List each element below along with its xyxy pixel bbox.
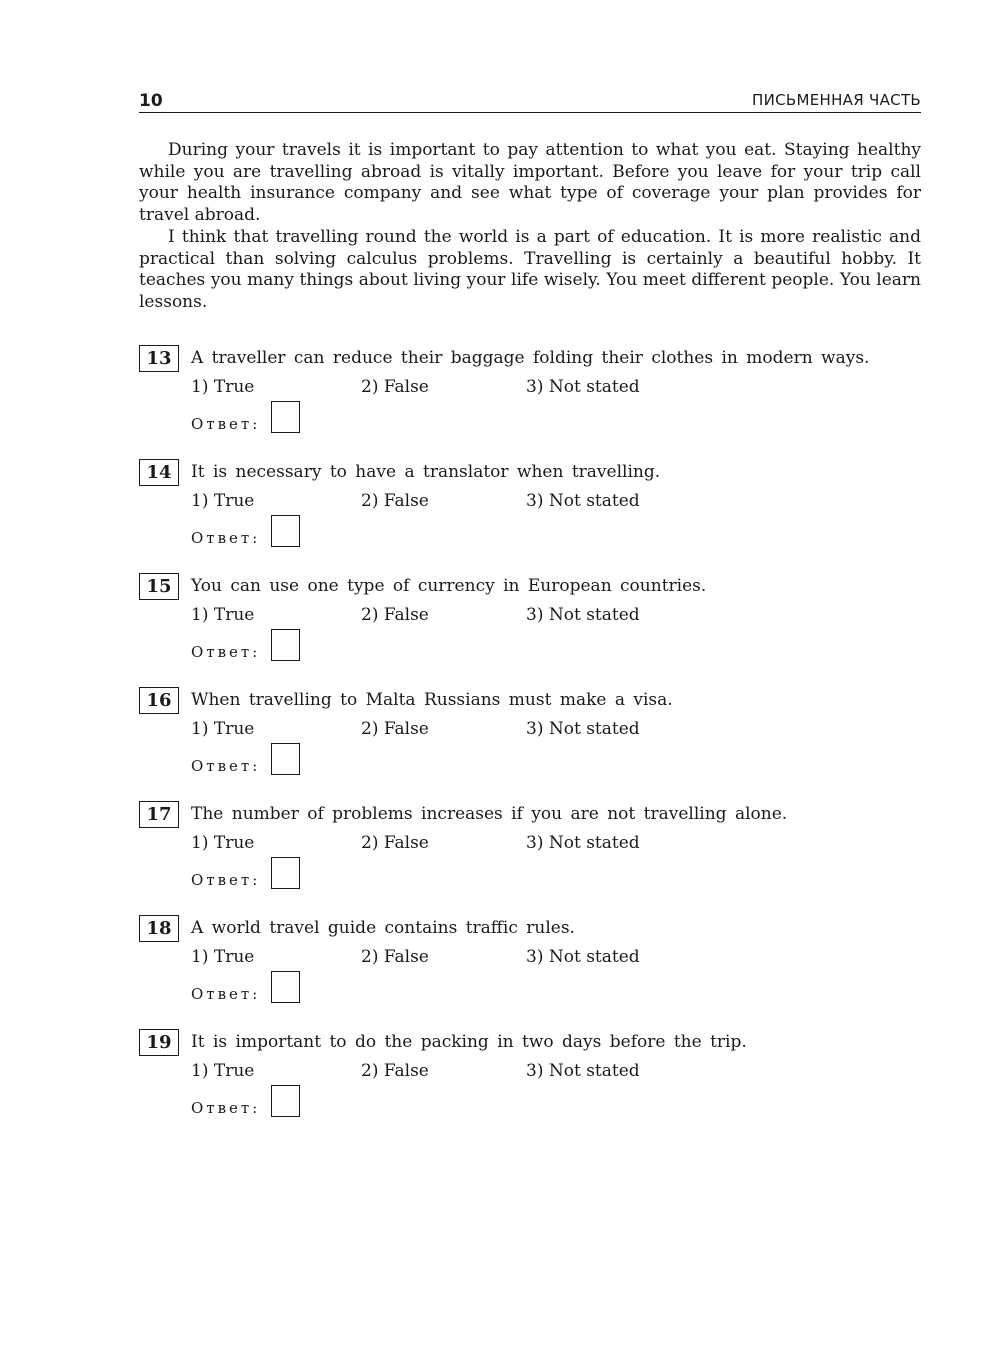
question-text: It is important to do the packing in two days before the trip. (191, 1032, 747, 1052)
question-14 (139, 459, 921, 559)
option-not-stated: 3) Not stated (526, 377, 640, 397)
option-not-stated: 3) Not stated (526, 491, 640, 511)
question-16 (139, 687, 921, 787)
answer-box[interactable] (271, 515, 300, 547)
answer-box[interactable] (271, 629, 300, 661)
option-true: 1) True (191, 833, 255, 853)
option-not-stated: 3) Not stated (526, 719, 640, 739)
section-title: ПИСЬМЕННАЯ ЧАСТЬ (752, 91, 921, 109)
passage-paragraph: I think that travelling round the world is a part of education. It is more realistic and practical than solving calculus problems. Travelling is certainly a beautiful hobby. It teaches you many things about living your life wisely. You meet different people. You learn lessons. (139, 226, 921, 312)
option-false: 2) False (361, 833, 429, 853)
answer-label: Ответ: (191, 871, 261, 889)
answer-box[interactable] (271, 1085, 300, 1117)
option-true: 1) True (191, 605, 255, 625)
option-true: 1) True (191, 719, 255, 739)
answer-box[interactable] (271, 743, 300, 775)
answer-box[interactable] (271, 401, 300, 433)
question-text: When travelling to Malta Russians must make a visa. (191, 690, 673, 710)
question-text: The number of problems increases if you are not travelling alone. (191, 804, 788, 824)
option-not-stated: 3) Not stated (526, 1061, 640, 1081)
page-number: 10 (139, 91, 163, 111)
question-text: A world travel guide contains traffic rules. (191, 918, 575, 938)
option-false: 2) False (361, 719, 429, 739)
question-number: 14 (139, 459, 179, 486)
question-text: You can use one type of currency in European countries. (191, 576, 707, 596)
answer-label: Ответ: (191, 757, 261, 775)
answer-box[interactable] (271, 857, 300, 889)
option-false: 2) False (361, 605, 429, 625)
answer-label: Ответ: (191, 1099, 261, 1117)
answer-label: Ответ: (191, 643, 261, 661)
answer-label: Ответ: (191, 529, 261, 547)
question-text: A traveller can reduce their baggage folding their clothes in modern ways. (191, 348, 870, 368)
option-not-stated: 3) Not stated (526, 947, 640, 967)
answer-label: Ответ: (191, 985, 261, 1003)
option-true: 1) True (191, 491, 255, 511)
option-false: 2) False (361, 377, 429, 397)
question-15 (139, 573, 921, 673)
question-number: 19 (139, 1029, 179, 1056)
question-19 (139, 1029, 921, 1129)
question-number: 18 (139, 915, 179, 942)
option-true: 1) True (191, 947, 255, 967)
option-false: 2) False (361, 1061, 429, 1081)
option-true: 1) True (191, 377, 255, 397)
reading-passage (139, 140, 921, 314)
option-not-stated: 3) Not stated (526, 605, 640, 625)
option-false: 2) False (361, 491, 429, 511)
question-17 (139, 801, 921, 901)
answer-label: Ответ: (191, 415, 261, 433)
question-18 (139, 915, 921, 1015)
option-false: 2) False (361, 947, 429, 967)
question-number: 17 (139, 801, 179, 828)
question-13 (139, 345, 921, 445)
option-not-stated: 3) Not stated (526, 833, 640, 853)
option-true: 1) True (191, 1061, 255, 1081)
answer-box[interactable] (271, 971, 300, 1003)
question-number: 13 (139, 345, 179, 372)
question-number: 15 (139, 573, 179, 600)
question-number: 16 (139, 687, 179, 714)
question-text: It is necessary to have a translator when travelling. (191, 462, 661, 482)
page-header (139, 88, 921, 113)
passage-paragraph: During your travels it is important to pay attention to what you eat. Staying healthy while you are travelling abroad is vitally important. Before you leave for your trip call your health insurance company and see what type of coverage your plan provides for travel abroad. (139, 140, 921, 226)
